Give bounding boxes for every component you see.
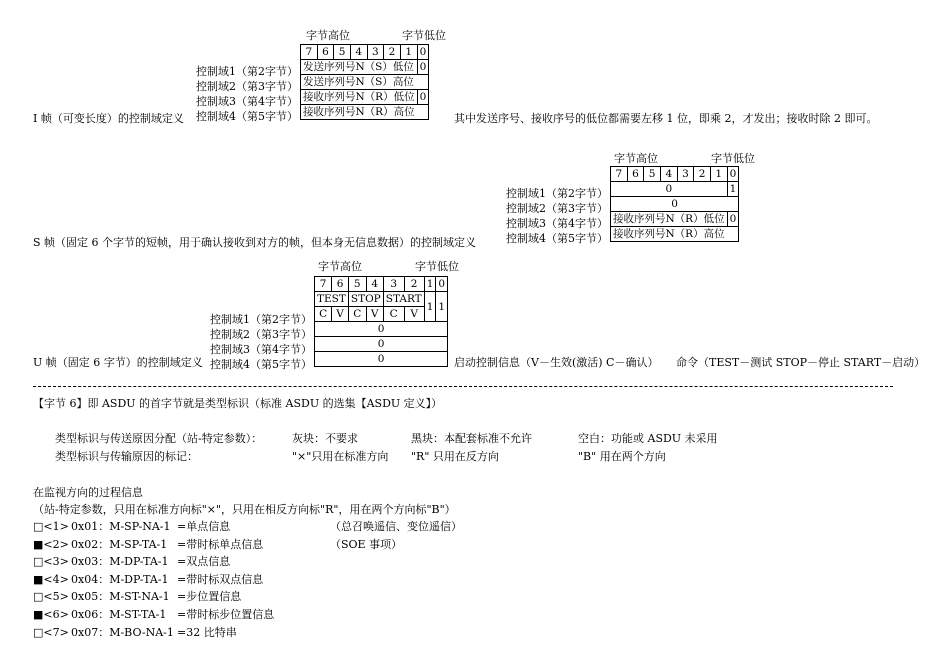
i-label-3: 控制域3（第4字节） — [196, 95, 298, 108]
bit-1: 1 — [710, 167, 727, 182]
bit-5: 5 — [644, 167, 661, 182]
s-row-1-bit0: 1 — [727, 182, 739, 197]
type-checkbox: □<3> — [33, 555, 69, 568]
i-label-1: 控制域1（第2字节） — [196, 65, 298, 78]
u-frame-note-2: 命令（TEST－测试 STOP－停止 START－启动） — [676, 356, 926, 369]
u-frame-table — [314, 276, 448, 367]
type-code: 0x03：M-DP-TA-1 — [71, 555, 169, 568]
bit-2: 2 — [694, 167, 711, 182]
type-checkbox: ■<2> — [33, 538, 69, 551]
bit-7: 7 — [611, 167, 628, 182]
type-row — [33, 555, 330, 569]
u-label-1: 控制域1（第2字节） — [210, 313, 312, 326]
type-desc: =带时标单点信息 — [177, 538, 264, 551]
bit-0: 0 — [436, 277, 448, 292]
i-labels — [186, 64, 298, 124]
bit-0: 0 — [727, 167, 739, 182]
u-frame-desc: U 帧（固定 6 字节）的控制域定义 — [33, 356, 203, 369]
u-row-4: 0 — [315, 352, 448, 367]
type-code: 0x04：M-DP-TA-1 — [71, 573, 169, 586]
mark-b: "B" 用在两个方向 — [578, 450, 666, 463]
bit-4: 4 — [350, 45, 367, 60]
i-row-1-bit0: 0 — [417, 60, 429, 75]
i-byte-high: 字节高位 — [306, 29, 350, 42]
monitor-title: 在监视方向的过程信息 — [33, 486, 143, 499]
u-frame-note-1: 启动控制信息（V－生效(激活) C－确认） — [454, 356, 659, 369]
type-code: 0x06：M-ST-TA-1 — [71, 608, 167, 621]
type-checkbox: □<5> — [33, 590, 69, 603]
bit-3: 3 — [367, 45, 384, 60]
u-cv-2: V — [332, 307, 349, 322]
type-checkbox: □<7> — [33, 626, 69, 639]
s-label-3: 控制域3（第4字节） — [506, 217, 608, 230]
i-row-2: 发送序列号N（S）高位 — [301, 75, 429, 90]
bit-6: 6 — [627, 167, 644, 182]
s-frame-desc: S 帧（固定 6 个字节的短帧，用于确认接收到对方的帧，但本身无信息数据）的控制域定义 — [33, 236, 477, 249]
s-label-1: 控制域1（第2字节） — [506, 187, 608, 200]
type-note: （总召唤遥信、变位遥信） — [330, 520, 462, 533]
section-title: 【字节 6】即 ASDU 的首字节就是类型标识（标准 ASDU 的选集【ASDU 定义】） — [33, 397, 443, 410]
bit-7: 7 — [301, 45, 318, 60]
type-code: 0x01：M-SP-NA-1 — [71, 520, 171, 533]
bit-0: 0 — [417, 45, 429, 60]
u-cv-6: V — [404, 307, 424, 322]
u-cv-1: C — [315, 307, 332, 322]
s-row-3-bit0: 0 — [727, 212, 739, 227]
u-label-3: 控制域3（第4字节） — [210, 343, 312, 356]
s-row-4: 接收序列号N（R）高位 — [611, 227, 739, 242]
type-desc: =带时标步位置信息 — [177, 608, 275, 621]
type-checkbox: ■<6> — [33, 608, 69, 621]
type-desc: =带时标双点信息 — [177, 573, 264, 586]
bit-3: 3 — [383, 277, 404, 292]
bit-1: 1 — [424, 277, 436, 292]
type-row — [33, 573, 330, 587]
u-group-test: TEST — [315, 292, 349, 307]
type-checkbox: □<1> — [33, 520, 69, 533]
i-row-3-bit0: 0 — [417, 90, 429, 105]
u-label-4: 控制域4（第5字节） — [210, 358, 312, 371]
type-checkbox: ■<4> — [33, 573, 69, 586]
u-group-stop: STOP — [348, 292, 383, 307]
alloc-blank: 空白：功能或 ASDU 未采用 — [578, 432, 718, 445]
s-frame-table — [610, 166, 739, 242]
mark-r: "R" 只用在反方向 — [411, 450, 499, 463]
i-row-1: 发送序列号N（S）低位 — [301, 60, 418, 75]
type-desc: =32 比特串 — [177, 626, 237, 639]
u-labels — [200, 312, 312, 372]
type-code: 0x02：M-SP-TA-1 — [71, 538, 168, 551]
bit-5: 5 — [334, 45, 351, 60]
type-code: 0x05：M-ST-NA-1 — [71, 590, 170, 603]
bit-header-row — [301, 45, 429, 60]
i-byte-low: 字节低位 — [402, 29, 446, 42]
alloc-black: 黑块：本配套标准不允许 — [411, 432, 532, 445]
bit-header-row — [315, 277, 448, 292]
u-group-start: START — [383, 292, 424, 307]
u-cv-4: V — [366, 307, 383, 322]
s-row-3: 接收序列号N（R）低位 — [611, 212, 728, 227]
bit-1: 1 — [400, 45, 417, 60]
s-labels — [496, 186, 608, 246]
i-frame-desc: I 帧（可变长度）的控制域定义 — [33, 112, 184, 125]
type-row — [33, 538, 402, 552]
bit-2: 2 — [404, 277, 424, 292]
alloc-gray: 灰块：不要求 — [292, 432, 358, 445]
s-byte-high: 字节高位 — [614, 152, 658, 165]
u-cv-5: C — [383, 307, 404, 322]
i-label-4: 控制域4（第5字节） — [196, 110, 298, 123]
s-byte-low: 字节低位 — [711, 152, 755, 165]
u-byte-low: 字节低位 — [415, 260, 459, 273]
s-label-4: 控制域4（第5字节） — [506, 232, 608, 245]
mark-x: "×"只用在标准方向 — [292, 450, 389, 463]
type-note: （SOE 事项） — [330, 538, 403, 551]
u-label-2: 控制域2（第3字节） — [210, 328, 312, 341]
s-label-2: 控制域2（第3字节） — [506, 202, 608, 215]
u-cv-3: C — [348, 307, 366, 322]
u-bit0: 1 — [436, 292, 448, 322]
type-desc: =步位置信息 — [177, 590, 242, 603]
dashed-divider — [33, 386, 893, 387]
type-row — [33, 520, 462, 534]
bit-2: 2 — [384, 45, 401, 60]
i-row-4: 接收序列号N（R）高位 — [301, 105, 429, 120]
u-bit1: 1 — [424, 292, 436, 322]
i-label-2: 控制域2（第3字节） — [196, 80, 298, 93]
alloc-label: 类型标识与传送原因分配（站-特定参数）： — [55, 432, 263, 445]
bit-7: 7 — [315, 277, 332, 292]
type-desc: =单点信息 — [177, 520, 231, 533]
u-row-3: 0 — [315, 337, 448, 352]
type-code: 0x07：M-BO-NA-1 — [71, 626, 174, 639]
bit-5: 5 — [348, 277, 366, 292]
i-row-3: 接收序列号N（R）低位 — [301, 90, 418, 105]
mark-label: 类型标识与传输原因的标记： — [55, 450, 198, 463]
bit-header-row — [611, 167, 739, 182]
type-row — [33, 608, 330, 622]
type-desc: =双点信息 — [177, 555, 231, 568]
i-frame-note: 其中发送序号、接收序号的低位都需要左移 1 位，即乘 2，才发出；接收时除 2 即可。 — [454, 112, 878, 125]
monitor-sub: （站-特定参数，只用在标准方向标"×"，只用在相反方向标"R"，用在两个方向标"B"） — [33, 503, 456, 516]
s-row-2: 0 — [611, 197, 739, 212]
type-row — [33, 590, 330, 604]
u-byte-high: 字节高位 — [318, 260, 362, 273]
s-row-1: 0 — [611, 182, 728, 197]
u-row-2: 0 — [315, 322, 448, 337]
bit-3: 3 — [677, 167, 694, 182]
bit-4: 4 — [366, 277, 383, 292]
i-frame-table — [300, 44, 429, 120]
bit-6: 6 — [317, 45, 334, 60]
type-row — [33, 626, 330, 640]
bit-4: 4 — [660, 167, 677, 182]
bit-6: 6 — [332, 277, 349, 292]
